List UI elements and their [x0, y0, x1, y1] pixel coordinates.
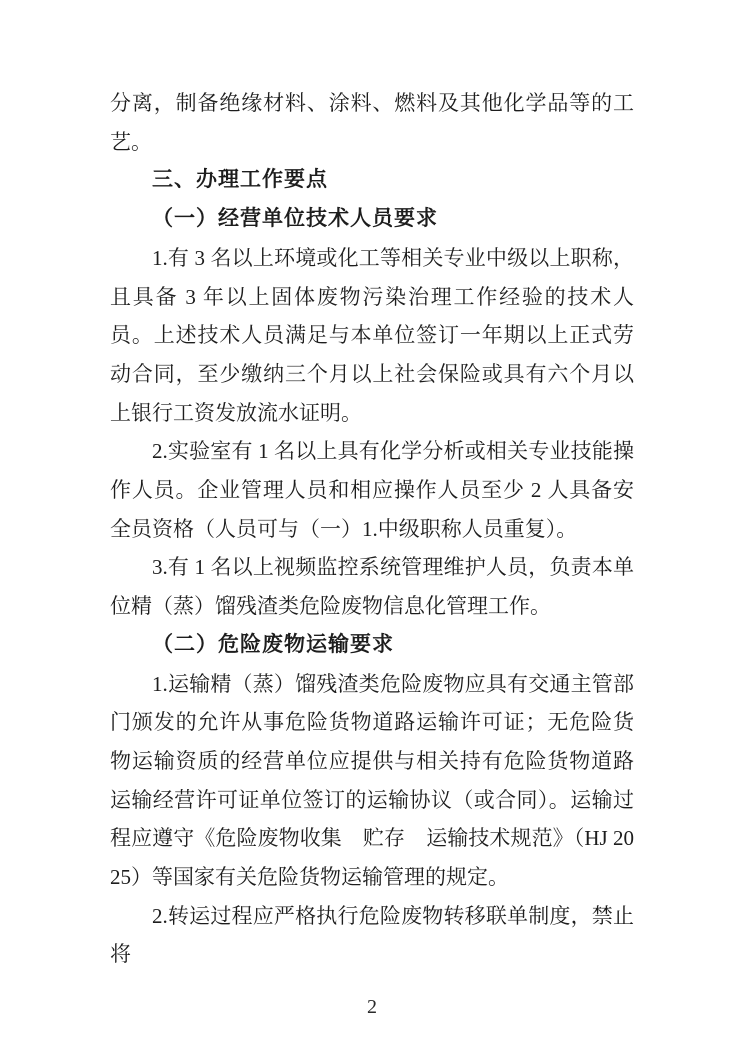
- section-heading-3: 三、办理工作要点: [152, 168, 328, 192]
- paragraph-transport-1: 1.运输精（蒸）馏残渣类危险废物应具有交通主管部门颁发的允许从事危险货物道路运输许可证；无危险货物运输资质的经营单位应提供与相关持有危险货物道路运输经营许可证单位签订的运输协议（或合同）。运输过程应遵守《危险废物收集 贮存 运输技术规范》（HJ 2025）等国家有关危险货物运输管理的规定。: [110, 671, 634, 890]
- paragraph-technical-staff-2: 2.实验室有 1 名以上具有化学分析或相关专业技能操作人员。企业管理人员和相应操作人员至少 2 人具备安全员资格（人员可与（一）1.中级职称人员重复）。: [110, 439, 634, 541]
- page-number: 2: [367, 996, 377, 1018]
- paragraph-continuation: 分离，制备绝缘材料、涂料、燃料及其他化学品等的工艺。: [110, 91, 634, 154]
- paragraph-technical-staff-1: 1.有 3 名以上环境或化工等相关专业中级以上职称，且具备 3 年以上固体废物污染治理工作经验的技术人员。上述技术人员满足与本单位签订一年期以上正式劳动合同，至少缴纳三个月以上社会保险或具有六个月以上银行工资发放流水证明。: [110, 245, 634, 425]
- paragraph-transport-2: 2.转运过程应严格执行危险废物转移联单制度，禁止将: [110, 903, 634, 967]
- subsection-heading-1: （一）经营单位技术人员要求: [152, 207, 438, 231]
- paragraph-technical-staff-3: 3.有 1 名以上视频监控系统管理维护人员，负责本单位精（蒸）馏残渣类危险废物信息化管理工作。: [110, 555, 634, 619]
- subsection-heading-2: （二）危险废物运输要求: [152, 632, 394, 656]
